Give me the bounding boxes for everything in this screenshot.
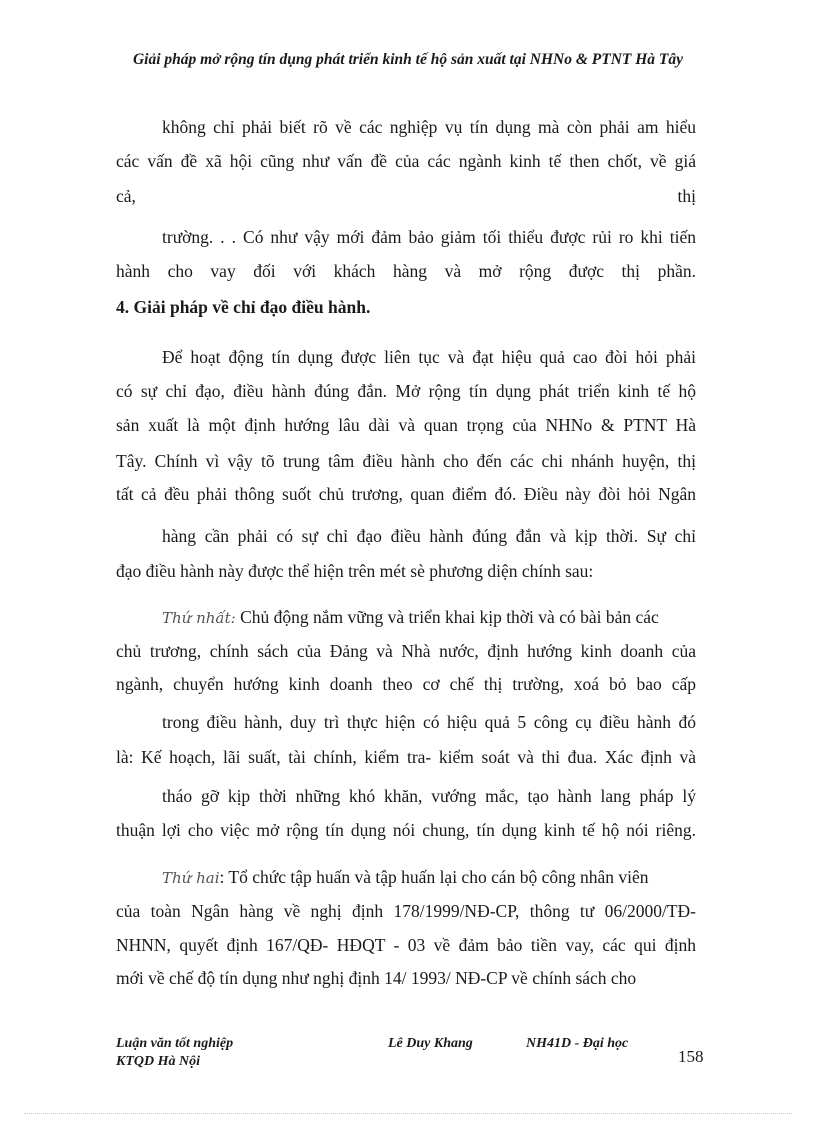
page-boundary-divider	[24, 1113, 792, 1114]
text-line: trong điều hành, duy trì thực hiện có hiệu quả 5 công cụ điều hành đó	[162, 712, 696, 732]
text-line: các vấn đề xã hội cũng như vấn đề của các ngành kinh tế then chốt, về giá	[116, 151, 696, 171]
text-line	[116, 606, 696, 629]
page-number: 158	[678, 1047, 704, 1066]
text-line: NHNN, quyết định 167/QĐ- HĐQT - 03 về đảm bảo tiền vay, các qui định	[116, 935, 696, 955]
text-line: Để hoạt động tín dụng được liên tục và đạt hiệu quả cao đòi hỏi phải	[162, 347, 696, 367]
text-line: hàng cần phải có sự chỉ đạo điều hành đúng đắn và kịp thời. Sự chỉ	[162, 526, 696, 546]
text-line: hành cho vay đối với khách hàng và mở rộng được thị phần.	[116, 261, 696, 281]
text-line	[116, 866, 696, 889]
footer-line: Luận văn tốt nghiệp	[116, 1036, 234, 1051]
lead-in-label: Thứ hai	[162, 869, 220, 887]
footer-thesis-label	[116, 1035, 233, 1071]
text-line: Tây. Chính vì vậy tõ trung tâm điều hành cho đến các chi nhánh huyện, thị	[116, 451, 696, 471]
text-line: sản xuất là một định hướng lâu dài và quan trọng của NHNo & PTNT Hà	[116, 415, 696, 435]
text-line: ngành, chuyển hướng kinh doanh theo cơ chế thị trường, xoá bỏ bao cấp	[116, 674, 696, 694]
text-line: tháo gỡ kịp thời những khó khăn, vướng mắc, tạo hành lang pháp lý	[162, 786, 696, 806]
footer-line: KTQD Hà Nội	[116, 1054, 200, 1069]
text-fragment: : Tổ chức tập huấn và tập huấn lại cho cán bộ công nhân viên	[219, 867, 649, 887]
text-line: đạo điều hành này được thể hiện trên mét sè phương diện chính sau:	[116, 561, 594, 581]
text-fragment: cả,	[116, 186, 136, 206]
text-line: có sự chỉ đạo, điều hành đúng đắn. Mở rộng tín dụng phát triển kinh tế hộ	[116, 381, 696, 401]
text-line: tất cả đều phải thông suốt chủ trương, quan điểm đó. Điều này đòi hỏi Ngân	[116, 484, 696, 504]
text-line: không chỉ phải biết rõ về các nghiệp vụ tín dụng mà còn phải am hiểu	[162, 117, 696, 137]
lead-in-label: Thứ nhất:	[162, 609, 236, 627]
text-line: thuận lợi cho việc mở rộng tín dụng nói chung, tín dụng kinh tế hộ nói riêng.	[116, 820, 696, 840]
text-fragment: Chủ động nắm vững và triển khai kịp thời và có bài bản các	[235, 607, 659, 627]
text-fragment: thị	[677, 186, 696, 206]
footer-author: Lê Duy Khang	[388, 1036, 473, 1051]
text-line: mới về chế độ tín dụng như nghị định 14/ 1993/ NĐ-CP về chính sách cho	[116, 968, 637, 988]
text-line	[116, 185, 696, 207]
footer-class: NH41D - Đại học	[526, 1036, 629, 1051]
text-line: của toàn Ngân hàng về nghị định 178/1999/NĐ-CP, thông tư 06/2000/TĐ-	[116, 901, 696, 921]
text-line: chủ trương, chính sách của Đảng và Nhà nước, định hướng kinh doanh của	[116, 641, 696, 661]
text-line: là: Kế hoạch, lãi suất, tài chính, kiểm tra- kiểm soát và thi đua. Xác định và	[116, 747, 696, 767]
running-header: Giải pháp mở rộng tín dụng phát triển kinh tế hộ sản xuất tại NHNo & PTNT Hà Tây	[132, 51, 684, 68]
section-heading: 4. Giải pháp về chỉ đạo điều hành.	[116, 297, 371, 317]
text-line: trường. . . Có như vậy mới đảm bảo giảm tối thiểu được rủi ro khi tiến	[162, 227, 696, 247]
